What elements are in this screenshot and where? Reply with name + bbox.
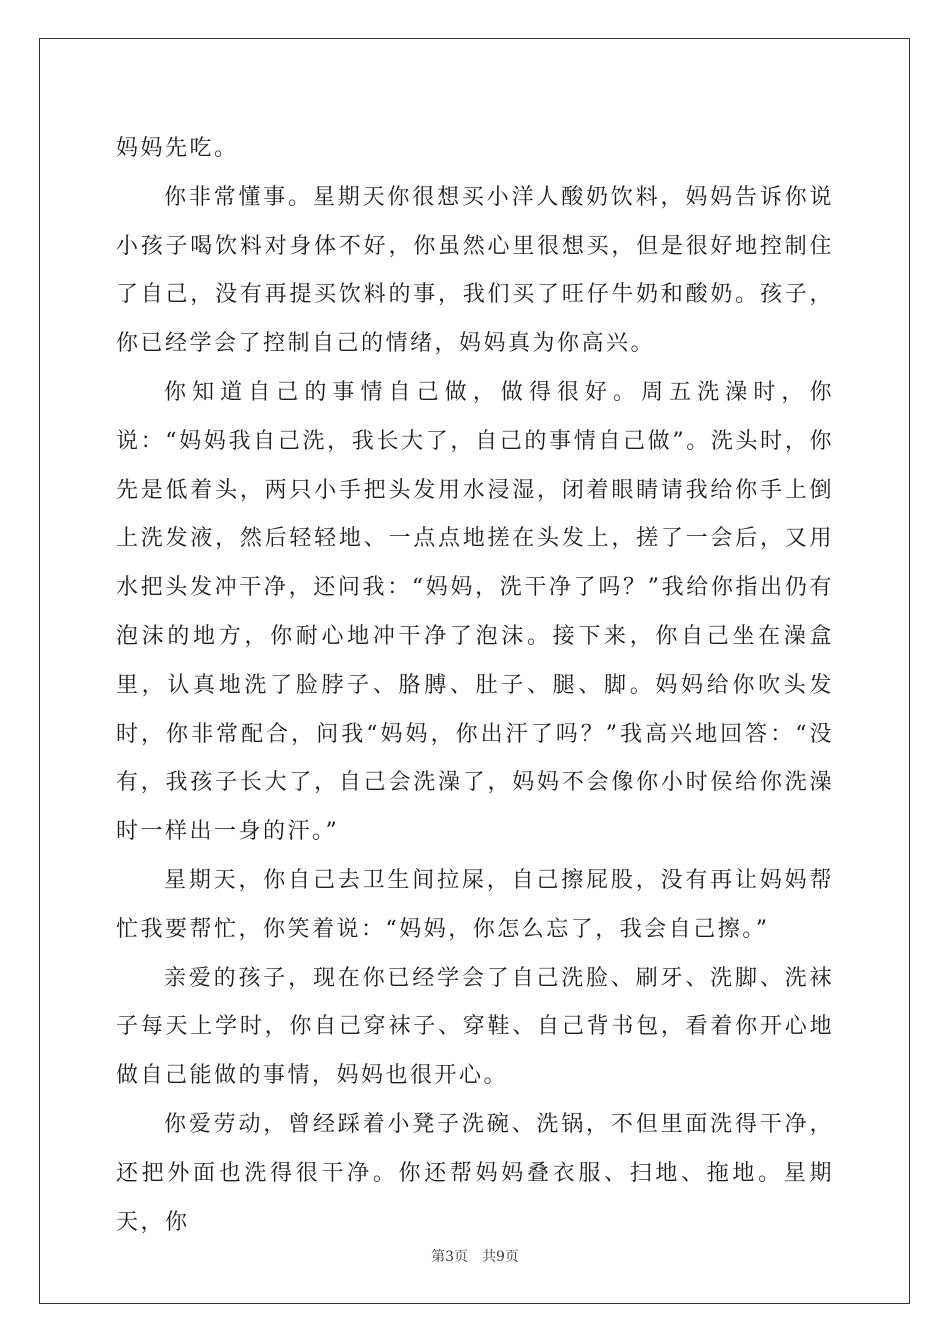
page-number: 第3页	[431, 1249, 468, 1265]
paragraph-toilet: 星期天，你自己去卫生间拉屎，自己擦屁股，没有再让妈妈帮忙我要帮忙，你笑着说：“妈妈，你怎么忘了，我会自己擦。”	[116, 867, 834, 942]
document-body	[116, 125, 834, 1247]
paragraph-housework: 你爱劳动，曾经踩着小凳子洗碗、洗锅，不但里面洗得干净，还把外面也洗得很干净。你还帮妈妈叠衣服、扫地、拖地。星期天，你	[116, 1111, 834, 1235]
paragraph-self-control: 你非常懂事。星期天你很想买小洋人酸奶饮料，妈妈告诉你说小孩子喝饮料对身体不好，你虽然心里很想买，但是很好地控制住了自己，没有再提买饮料的事，我们买了旺仔牛奶和酸奶。孩子，你已经学会了控制自己的情绪，妈妈真为你高兴。	[116, 184, 834, 357]
paragraph-self-care: 亲爱的孩子，现在你已经学会了自己洗脸、刷牙、洗脚、洗袜子每天上学时，你自己穿袜子、穿鞋、自己背书包，看着你开心地做自己能做的事情，妈妈也很开心。	[116, 965, 834, 1089]
paragraph-bathing: 你知道自己的事情自己做，做得很好。周五洗澡时，你说：“妈妈我自己洗，我长大了，自己的事情自己做”。洗头时，你先是低着头，两只小手把头发用水浸湿，闭着眼睛请我给你手上倒上洗发液，然后轻轻地、一点点地搓在头发上，搓了一会后，又用水把头发冲干净，还问我：“妈妈，洗干净了吗？”我给你指出仍有泡沫的地方，你耐心地冲干净了泡沫。接下来，你自己坐在澡盒里，认真地洗了脸脖子、胳膊、肚子、腿、脚。妈妈给你吹头发时，你非常配合，问我“妈妈，你出汗了吗？”我高兴地回答：“没有，我孩子长大了，自己会洗澡了，妈妈不会像你小时侯给你洗澡时一样出一身的汗。”	[116, 379, 834, 845]
paragraph-continuation: 妈妈先吃。	[116, 136, 239, 161]
page-total: 共9页	[482, 1249, 519, 1265]
page-footer	[0, 1246, 950, 1266]
